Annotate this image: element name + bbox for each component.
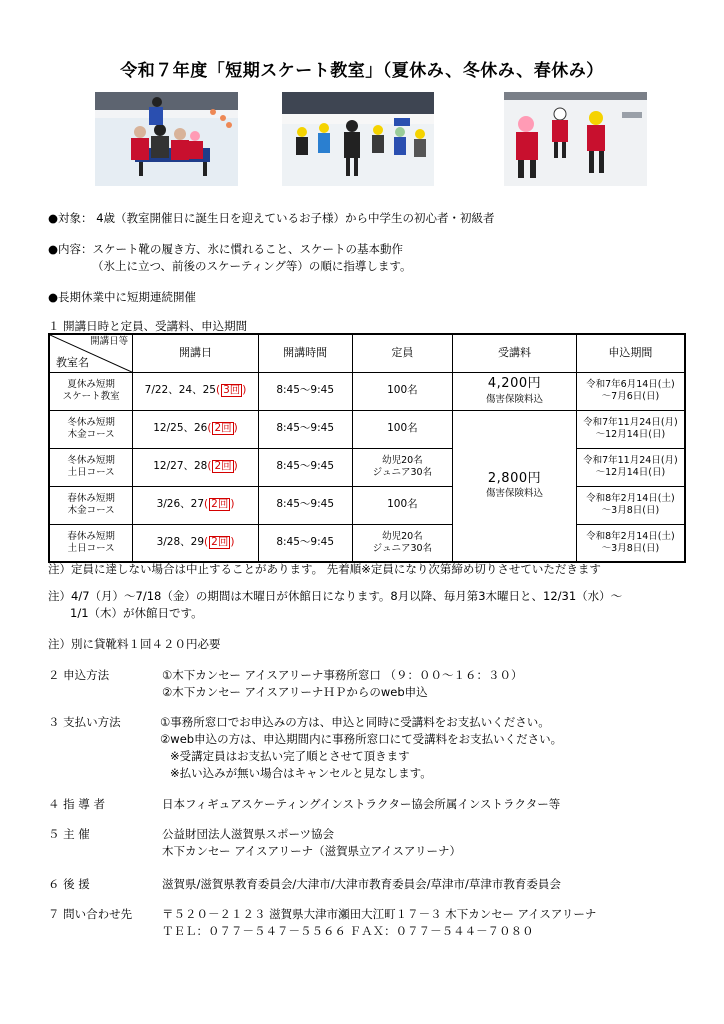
period-cell [576,486,685,524]
capacity-1: 幼児20名 [382,530,423,542]
corner-bottom-label: 教室名 [56,355,89,369]
fee-amount: 4,200円 [487,376,542,392]
apply-method-1: ①木下カンセー アイスアリーナ事務所窓口 （９：００～１６：３０） [162,668,523,682]
class-name-cell [49,410,133,448]
capacity-1: 100名 [387,498,418,511]
class-name-2: 土日コース [67,467,115,478]
period-start: 令和7年11月24日(月) [583,455,678,467]
header-time: 開講時間 [258,334,352,372]
header-capacity: 定員 [352,334,453,372]
time-cell: 8:45～9:45 [258,524,352,562]
skating-photo-3 [504,92,647,186]
content-line-1: ●内容：スケート靴の履き方、氷に慣れること、スケートの基本動作 [48,242,404,256]
class-name-cell [49,486,133,524]
note-rental-fee: 注）別に貸靴料１回４２０円必要 [48,637,221,651]
period-cell [576,372,685,410]
period-end: ～3月8日(日) [601,542,660,554]
host-value-2: 木下カンセー アイスアリーナ（滋賀県立アイスアリーナ） [162,844,461,858]
time-cell: 8:45～9:45 [258,410,352,448]
target-line: ●対象： 4歳（教室開催日に誕生日を迎えているお子様）から中学生の初心者・初級者 [48,211,495,225]
skating-photo-1 [95,92,238,186]
date-cell: 3/26、27( 2回 ) [133,486,259,524]
fee-note: 傷害保険料込 [486,488,544,500]
capacity-1: 幼児20名 [382,455,423,467]
page-title: 令和７年度「短期スケート教室」（夏休み、冬休み、春休み） [120,61,604,81]
time-cell: 8:45～9:45 [258,448,352,486]
long-term-line: ●長期休業中に短期連続開催 [48,290,197,304]
table-row [49,410,685,448]
fee-amount: 2,800円 [487,471,542,487]
header-fee: 受講料 [453,334,577,372]
capacity-cell [352,372,453,410]
dates: 3/26、27 [156,498,205,511]
instructor-label: ４ 指 導 者 [48,797,105,811]
table-row [49,448,685,486]
shared-fee-cell [453,410,577,562]
content-line-2: （氷上に立つ、前後のスケーティング等）の順に指導します。 [92,259,412,273]
corner-top-label: 開講日等 [90,336,129,347]
class-name-1: 冬休み短期 [67,455,115,467]
date-cell: 12/25、26( 2回 ) [133,410,259,448]
capacity-cell [352,448,453,486]
capacity-cell [352,524,453,562]
table-row [49,524,685,562]
support-value: 滋賀県/滋賀県教育委員会/大津市/大津市教育委員会/草津市/草津市教育委員会 [162,877,561,891]
period-start: 令和7年6月14日(土) [586,379,675,391]
header-date: 開講日 [133,334,259,372]
apply-method-2: ②木下カンセー アイスアリーナＨＰからのweb申込 [162,685,428,699]
date-cell: 3/28、29( 2回 ) [133,524,259,562]
session-count: 3回 [223,384,241,397]
capacity-cell [352,486,453,524]
class-name-2: 木金コース [67,429,115,440]
fee-cell [453,372,577,410]
capacity-1: 100名 [387,384,418,397]
period-end: ～12月14日(日) [595,467,666,478]
payment-method-1: ①事務所窓口でお申込みの方は、申込と同時に受講料をお支払いください。 [160,715,550,729]
host-label: ５ 主 催 [48,827,90,841]
session-count: 2回 [214,460,232,473]
payment-method-2: ②web申込の方は、申込期間内に事務所窓口にて受講料をお支払いください。 [160,732,563,746]
session-count: 2回 [214,422,232,435]
table-row [49,372,685,410]
table-header-row [49,334,685,372]
skating-photo-2 [282,92,434,186]
table-corner-cell [49,334,133,372]
note-closed-days-2: 1/1（木）が休館日です。 [70,606,203,620]
period-start: 令和8年2月14日(土) [586,530,675,542]
period-cell [576,448,685,486]
host-value-1: 公益財団法人滋賀県スポーツ協会 [162,827,335,841]
class-name-1: 冬休み短期 [67,417,115,429]
class-name-2: 土日コース [67,542,115,554]
dates: 7/22、24、25 [144,384,216,397]
support-label: ６ 後 援 [48,877,90,891]
payment-note-2: ※払い込みが無い場合はキャンセルと見なします。 [170,766,432,780]
period-start: 令和8年2月14日(土) [586,493,675,505]
class-name-2: スケート教室 [62,391,120,402]
contact-phone-fax: ＴＥＬ：０７７－５４７－５５６６ ＦＡＸ：０７７－５４４－７０８０ [162,924,534,938]
capacity-2: ジュニア30名 [372,467,433,478]
payment-note-1: ※受講定員はお支払い完了順とさせて頂きます [170,749,410,763]
period-start: 令和7年11月24日(月) [583,417,678,429]
period-end: ～3月8日(日) [601,505,660,516]
header-period: 申込期間 [576,334,685,372]
class-name-1: 春休み短期 [67,530,115,542]
dates: 12/27、28 [153,460,208,473]
class-name-cell [49,524,133,562]
class-name-1: 春休み短期 [67,493,115,505]
period-cell [576,410,685,448]
section-1-heading: １ 開講日時と定員、受講料、申込期間 [48,319,248,333]
class-name-cell [49,448,133,486]
schedule-table [48,333,686,563]
date-cell: 7/22、24、25( 3回 ) [133,372,259,410]
period-cell [576,524,685,562]
session-count: 2回 [211,536,229,549]
capacity-2: ジュニア30名 [372,542,433,554]
class-name-2: 木金コース [67,505,115,516]
time-cell: 8:45～9:45 [258,486,352,524]
capacity-cell [352,410,453,448]
note-closed-days-1: 注）4/7（月）～7/18（金）の期間は木曜日が休館日になります。8月以降、毎月第3木曜日と、12/31（水）～ [48,589,623,603]
class-name-1: 夏休み短期 [67,379,115,391]
apply-label: ２ 申込方法 [48,668,110,682]
date-cell: 12/27、28( 2回 ) [133,448,259,486]
time-cell: 8:45～9:45 [258,372,352,410]
note-capacity: 注）定員に達しない場合は中止することがあります。 先着順※定員になり次第締め切りさせていただきます [48,562,601,576]
fee-note: 傷害保険料込 [486,393,544,405]
period-end: ～12月14日(日) [595,429,666,440]
instructor-value: 日本フィギュアスケーティングインストラクター協会所属インストラクター等 [162,797,561,811]
contact-address: 〒５２０－２１２３ 滋賀県大津市瀬田大江町１７－３ 木下カンセー アイスアリーナ [162,907,597,921]
period-end: ～7月6日(日) [601,391,660,402]
contact-label: ７ 問い合わせ先 [48,907,133,921]
capacity-1: 100名 [387,422,418,435]
dates: 12/25、26 [153,422,208,435]
dates: 3/28、29 [156,536,205,549]
table-row [49,486,685,524]
payment-label: ３ 支払い方法 [48,715,121,729]
session-count: 2回 [211,498,229,511]
class-name-cell [49,372,133,410]
